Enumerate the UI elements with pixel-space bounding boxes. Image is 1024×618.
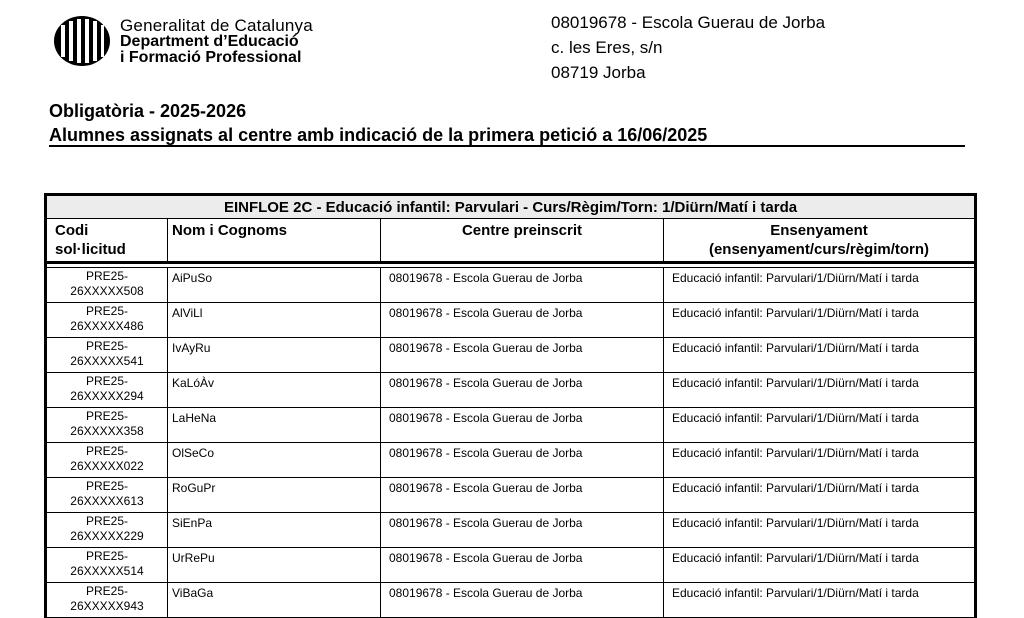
cell-nom: OlSeCo [168,443,381,478]
cell-nom: KaLóÀv [168,373,381,408]
table-row [46,548,976,583]
document-title: Obligatòria - 2025-2026 [49,101,247,121]
cell-nom: LaHeNa [168,408,381,443]
cell-ensenyament: Educació infantil: Parvulari/1/Diürn/Matí i tarda [664,338,976,373]
cell-nom: UrRePu [168,548,381,583]
school-street: c. les Eres, s/n [551,38,663,57]
cell-nom: ViBaGa [168,583,381,618]
students-table-wrapper [44,193,974,618]
cell-centre: 08019678 - Escola Guerau de Jorba [381,303,664,338]
department-name-line2: i Formació Professional [120,49,302,66]
cell-nom: SiEnPa [168,513,381,548]
column-header-row [46,219,976,263]
cell-codi [46,478,168,513]
table-row [46,303,976,338]
cell-centre: 08019678 - Escola Guerau de Jorba [381,373,664,408]
header-nom: Nom i Cognoms [168,219,381,263]
school-city: 08719 Jorba [551,63,646,82]
cell-centre: 08019678 - Escola Guerau de Jorba [381,443,664,478]
document-subtitle: Alumnes assignats al centre amb indicació de la primera petició a 16/06/2025 [49,125,708,145]
header-ens-line1: Ensenyament [770,222,868,239]
header-codi-line1: Codi [55,222,89,239]
codi-prefix: PRE25- [85,444,129,458]
cell-codi [46,338,168,373]
codi-prefix: PRE25- [85,514,129,528]
group-header-row [46,195,976,219]
table-row [46,443,976,478]
organization-block [120,17,313,66]
codi-suffix: 26XXXXX486 [70,319,144,333]
header-ensenyament [664,219,976,263]
cell-centre: 08019678 - Escola Guerau de Jorba [381,478,664,513]
cell-centre: 08019678 - Escola Guerau de Jorba [381,408,664,443]
codi-prefix: PRE25- [85,269,129,283]
header-codi [46,219,168,263]
codi-suffix: 26XXXXX229 [70,529,144,543]
cell-nom: AlViLl [168,303,381,338]
table-row [46,478,976,513]
table-row [46,583,976,618]
cell-ensenyament: Educació infantil: Parvulari/1/Diürn/Matí i tarda [664,268,976,303]
cell-centre: 08019678 - Escola Guerau de Jorba [381,513,664,548]
students-table [44,193,977,618]
cell-ensenyament: Educació infantil: Parvulari/1/Diürn/Matí i tarda [664,478,976,513]
cell-codi [46,513,168,548]
header-codi-line2: sol·licitud [55,241,126,258]
school-address-block [551,10,825,85]
table-row [46,338,976,373]
cell-codi [46,303,168,338]
cell-codi [46,548,168,583]
cell-centre: 08019678 - Escola Guerau de Jorba [381,583,664,618]
cell-ensenyament: Educació infantil: Parvulari/1/Diürn/Matí i tarda [664,373,976,408]
cell-ensenyament: Educació infantil: Parvulari/1/Diürn/Matí i tarda [664,513,976,548]
cell-ensenyament: Educació infantil: Parvulari/1/Diürn/Matí i tarda [664,443,976,478]
codi-suffix: 26XXXXX943 [70,599,144,613]
table-row [46,408,976,443]
generalitat-logo-icon [53,15,111,67]
codi-prefix: PRE25- [85,549,129,563]
codi-suffix: 26XXXXX294 [70,389,144,403]
codi-prefix: PRE25- [85,304,129,318]
cell-ensenyament: Educació infantil: Parvulari/1/Diürn/Matí i tarda [664,408,976,443]
header-centre: Centre preinscrit [381,219,664,263]
cell-nom: IvAyRu [168,338,381,373]
cell-ensenyament: Educació infantil: Parvulari/1/Diürn/Matí i tarda [664,583,976,618]
codi-prefix: PRE25- [85,409,129,423]
header-ens-line2: (ensenyament/curs/règim/torn) [708,241,930,258]
codi-suffix: 26XXXXX022 [70,459,144,473]
cell-centre: 08019678 - Escola Guerau de Jorba [381,548,664,583]
cell-centre: 08019678 - Escola Guerau de Jorba [381,338,664,373]
cell-nom: AiPuSo [168,268,381,303]
heading-divider [49,145,965,147]
table-row [46,373,976,408]
department-name: Department d’Educació [120,33,299,50]
codi-prefix: PRE25- [85,584,129,598]
codi-prefix: PRE25- [85,374,129,388]
cell-ensenyament: Educació infantil: Parvulari/1/Diürn/Matí i tarda [664,548,976,583]
cell-codi [46,373,168,408]
codi-suffix: 26XXXXX541 [70,354,144,368]
cell-codi [46,268,168,303]
codi-suffix: 26XXXXX613 [70,494,144,508]
document-heading [49,99,965,147]
table-row [46,268,976,303]
cell-codi [46,408,168,443]
codi-prefix: PRE25- [85,479,129,493]
cell-ensenyament: Educació infantil: Parvulari/1/Diürn/Matí i tarda [664,303,976,338]
cell-codi [46,443,168,478]
table-body [46,263,976,618]
group-label: EINFLOE 2C - Educació infantil: Parvulari - Curs/Règim/Torn: 1/Diürn/Matí i tarda [46,195,976,219]
org-name: Generalitat de Catalunya [120,16,313,35]
codi-suffix: 26XXXXX358 [70,424,144,438]
cell-nom: RoGuPr [168,478,381,513]
cell-codi [46,583,168,618]
school-name: 08019678 - Escola Guerau de Jorba [551,13,826,32]
codi-suffix: 26XXXXX514 [70,564,144,578]
codi-suffix: 26XXXXX508 [70,284,144,298]
table-row [46,513,976,548]
cell-centre: 08019678 - Escola Guerau de Jorba [381,268,664,303]
codi-prefix: PRE25- [85,339,129,353]
